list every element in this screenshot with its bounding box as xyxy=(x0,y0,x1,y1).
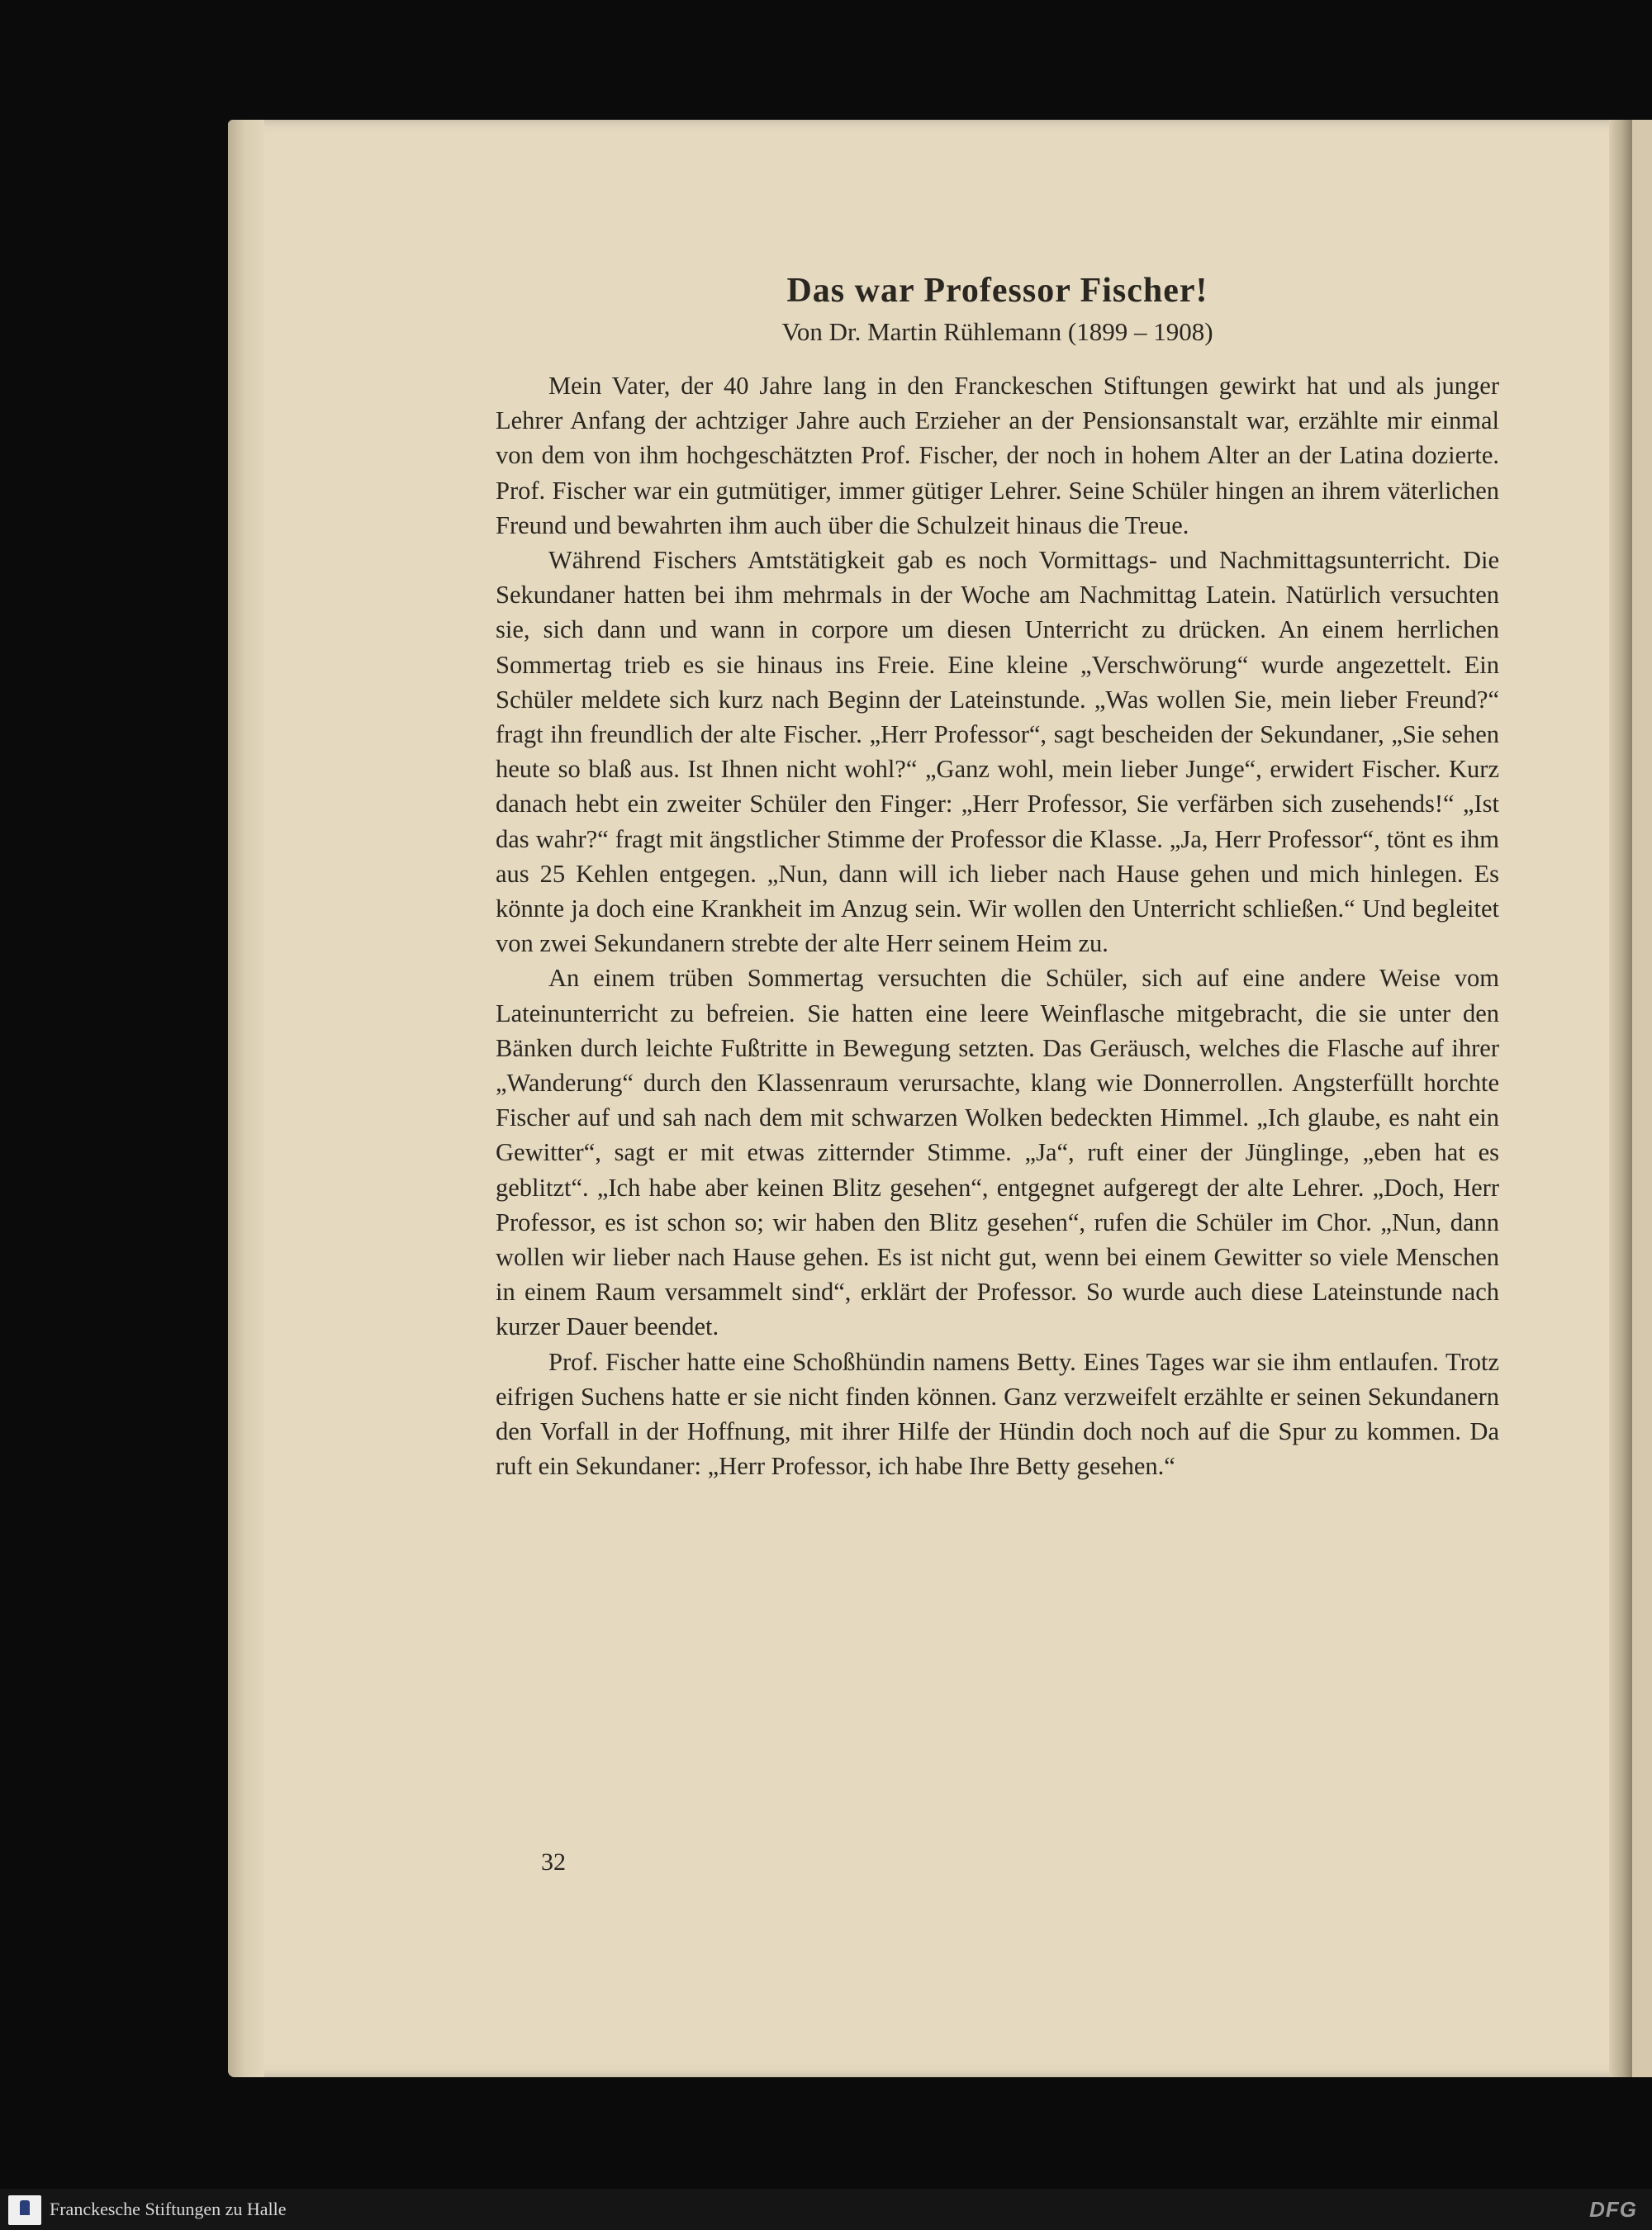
paragraph: Mein Vater, der 40 Jahre lang in den Franckeschen Stiftungen gewirkt hat und als junger Lehrer Anfang der achtziger Jahre auch Erzieher an der Pensionsanstalt war, erzählte mir einmal von dem von ihm hochgeschätzten Prof. Fischer, der noch in hohem Alter an der Latina dozierte. Prof. Fischer war ein gutmütiger, immer gütiger Lehrer. Seine Schüler hingen an ihrem väterlichen Freund und bewahrten ihm auch über die Schulzeit hinaus die Treue. xyxy=(496,372,1499,539)
page-stack-edge xyxy=(228,120,264,2077)
paragraph: An einem trüben Sommertag versuchten die Schüler, sich auf eine andere Weise vom Lateinunterricht zu befreien. Sie hatten eine leere Weinflasche mitgebracht, die sie unter den Bänken durch leichte Fußtritte in Bewegung setzten. Das Geräusch, welches die Flasche auf ihrer „Wanderung“ durch den Klassenraum verursachte, klang wie Donnerrollen. Angsterfüllt horchte Fischer auf und sah nach dem mit schwarzen Wolken bedeckten Himmel. „Ich glaube, es naht ein Gewitter“, sagt er mit etwas zitternder Stimme. „Ja“, ruft einer der Jünglinge, „eben hat es geblitzt“. „Ich habe aber keinen Blitz gesehen“, entgegnet aufgeregt der alte Lehrer. „Doch, Herr Professor, es ist schon so; wir haben den Blitz gesehen“, rufen die Schüler im Chor. „Nun, dann wollen wir lieber nach Hause gehen. Es ist nicht gut, wenn bei einem Gewitter so viele Menschen in einem Raum versammelt sind“, erklärt der Professor. So wurde auch diese Lateinstunde nach kurzer Dauer beendet. xyxy=(496,964,1499,1341)
article xyxy=(496,269,1499,1484)
institution-logo-icon xyxy=(8,2195,41,2225)
dfg-logo: DFG xyxy=(1589,2197,1637,2222)
article-title: Das war Professor Fischer! xyxy=(786,272,1208,310)
viewer-footer xyxy=(0,2189,1652,2230)
institution-name: Franckesche Stiftungen zu Halle xyxy=(50,2199,287,2219)
article-byline: Von Dr. Martin Rühlemann (1899 – 1908) xyxy=(781,317,1213,346)
page-number: 32 xyxy=(541,1848,566,1876)
paragraph: Während Fischers Amtstätigkeit gab es noch Vormittags- und Nachmittagsunterricht. Die Sekundaner hatten bei ihm mehrmals in der Woche am Nachmittag Latein. Natürlich versuchten sie, sich dann und wann in corpore um diesen Unterricht zu drücken. An einem herrlichen Sommertag trieb es sie hinaus ins Freie. Eine kleine „Verschwörung“ wurde angezettelt. Ein Schüler meldete sich kurz nach Beginn der Lateinstunde. „Was wollen Sie, mein lieber Freund?“ fragt ihn freundlich der alte Fischer. „Herr Professor“, sagt bescheiden der Sekundaner, „Sie sehen heute so blaß aus. Ist Ihnen nicht wohl?“ „Ganz wohl, mein lieber Junge“, erwidert Fischer. Kurz danach hebt ein zweiter Schüler den Finger: „Herr Professor, Sie verfärben sich zusehends!“ „Ist das wahr?“ fragt mit ängstlicher Stimme der Professor die Klasse. „Ja, Herr Professor“, tönt es ihm aus 25 Kehlen entgegen. „Nun, dann will ich lieber nach Hause gehen und mich hinlegen. Es könnte ja doch eine Krankheit im Anzug sein. Wir wollen den Unterricht schließen.“ Und begleitet von zwei Sekundanern strebte der alte Herr seinem Heim zu. xyxy=(496,546,1499,958)
paragraph: Prof. Fischer hatte eine Schoßhündin namens Betty. Eines Tages war sie ihm entlaufen. Trotz eifrigen Suchens hatte er sie nicht finden können. Ganz verzweifelt erzählte er seinen Sekundanern den Vorfall in der Hoffnung, mit ihrer Hilfe der Hündin doch noch auf die Spur zu kommen. Da ruft ein Sekundaner: „Herr Professor, ich habe Ihre Betty gesehen.“ xyxy=(496,1347,1499,1481)
book-gutter xyxy=(1609,120,1632,2077)
